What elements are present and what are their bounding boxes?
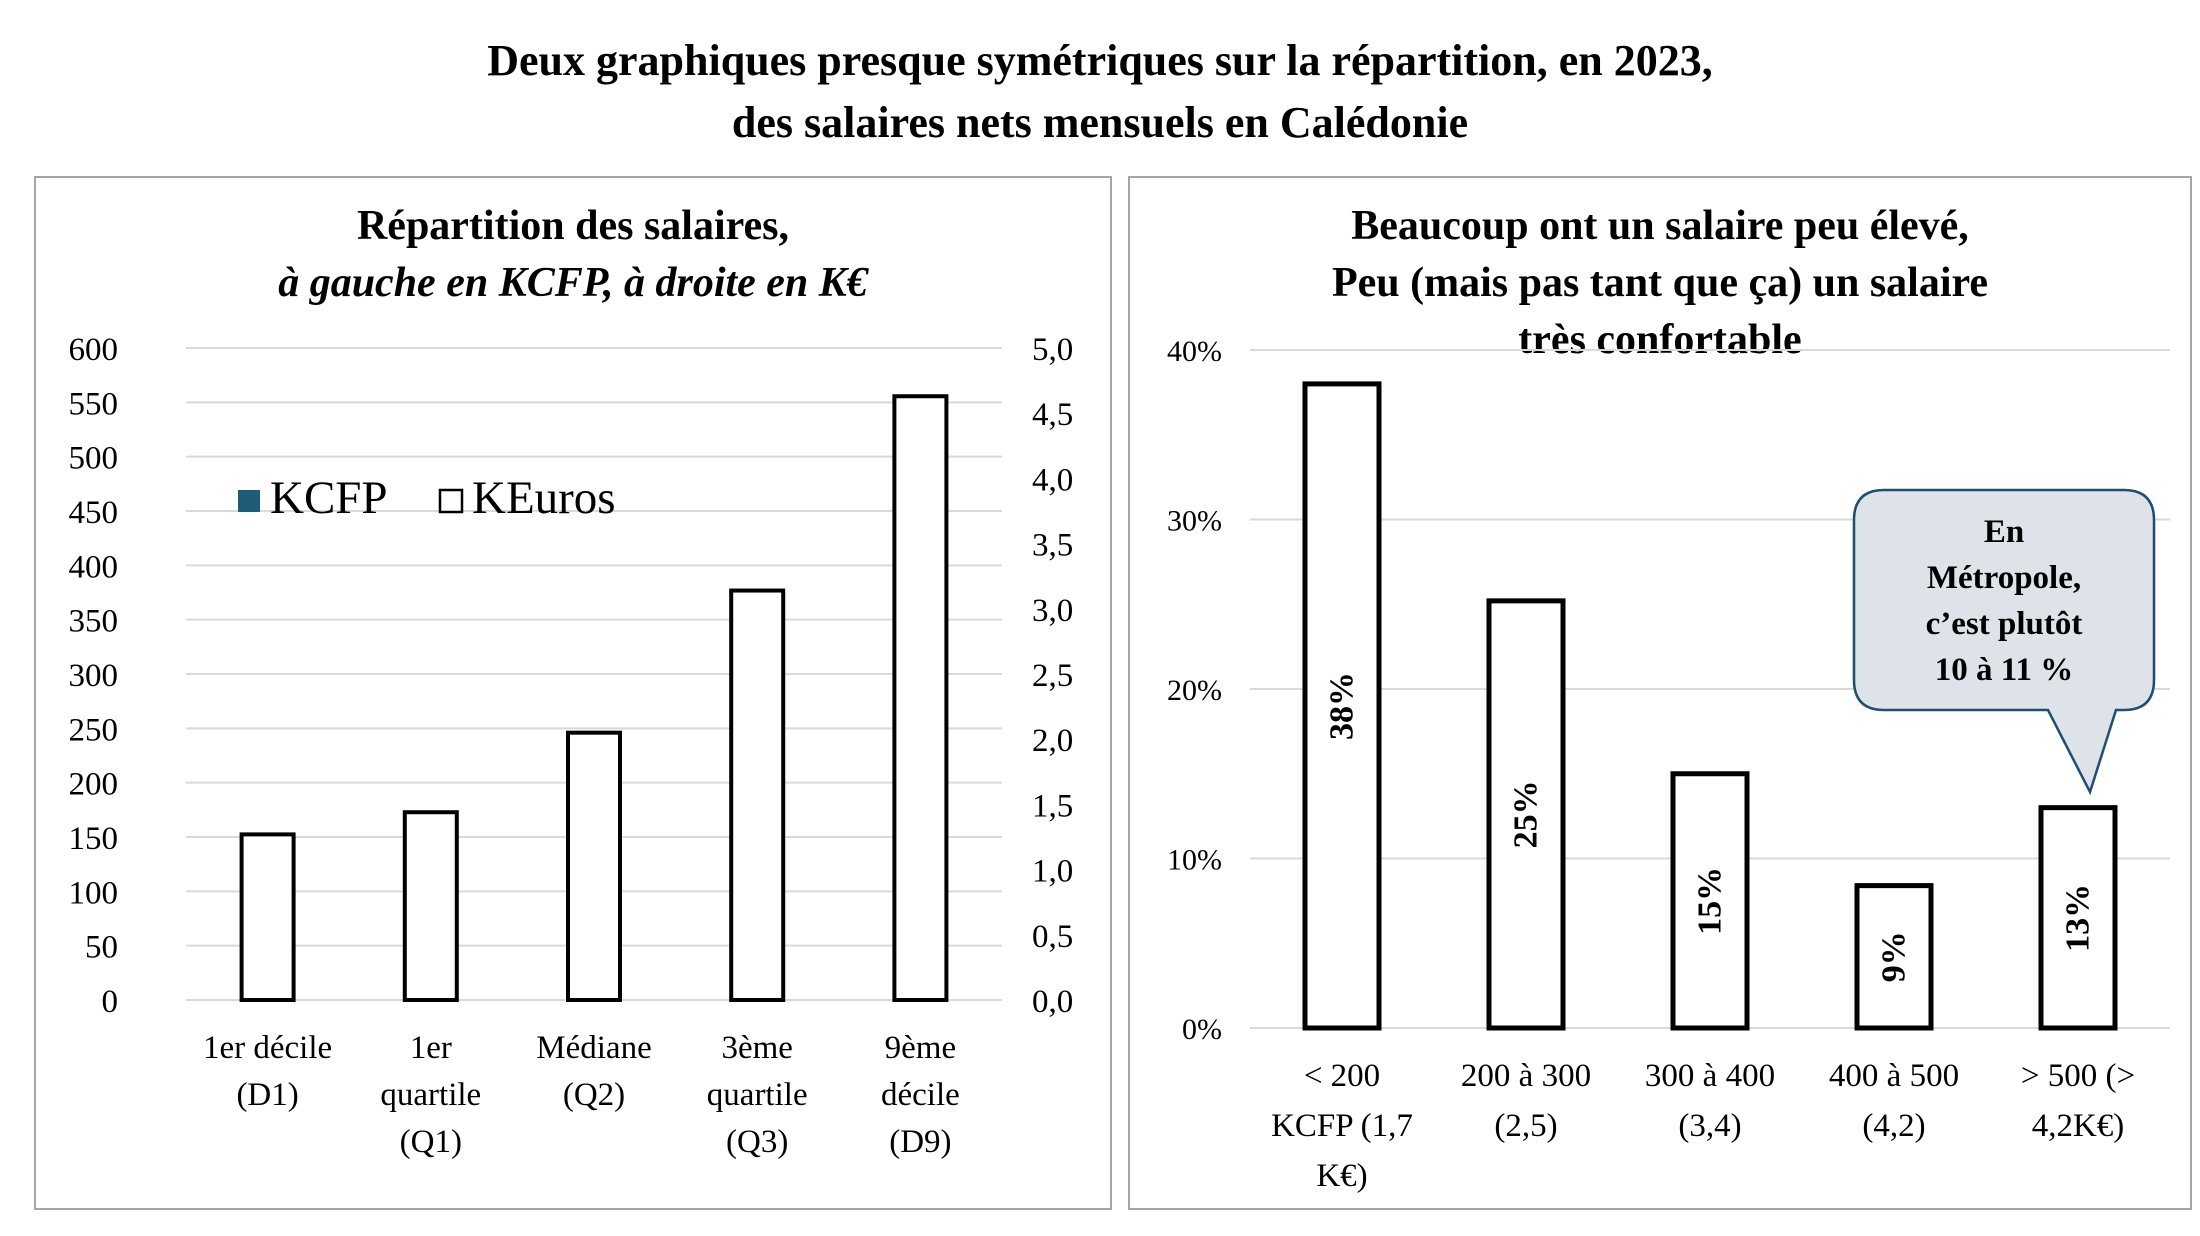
x-tick-label: 1er décile (D1) — [203, 1030, 333, 1113]
x-tick-label: Médiane (Q2) — [536, 1030, 652, 1113]
legend-swatch-keuros — [440, 490, 462, 512]
right-chart-title-line2: Peu (mais pas tant que ça) un salaire — [1331, 260, 1989, 306]
y-tick-label: 40% — [1167, 335, 1222, 368]
y-tick-label: 20% — [1167, 674, 1222, 707]
bar-value-label: 38% — [1323, 671, 1361, 740]
y-tick-label: 300 — [68, 658, 118, 694]
y-tick-label: 500 — [68, 440, 118, 477]
legend-label-keuros: KEuros — [472, 472, 616, 524]
right-chart-title-line3: très confortable — [1518, 317, 1802, 363]
callout-text-line: c’est plutôt — [1925, 606, 2083, 642]
x-tick-label: < 200 KCFP (1,7 K€) — [1271, 1058, 1413, 1194]
right-chart-plot — [1130, 178, 2190, 1208]
x-tick-label: > 500 (> 4,2K€) — [2020, 1058, 2136, 1144]
y-tick-label: 200 — [68, 766, 118, 803]
right-chart-panel — [1128, 176, 2192, 1210]
y-tick-label: 0% — [1182, 1013, 1222, 1046]
y2-tick-label: 1,5 — [1032, 788, 1074, 825]
legend-label-kcfp: KCFP — [270, 472, 388, 524]
x-tick-label: 1er quartile (Q1) — [380, 1030, 482, 1160]
bar-value-label: 15% — [1691, 866, 1729, 935]
y-tick-label: 30% — [1167, 504, 1222, 538]
x-tick-label: 400 à 500 (4,2) — [1828, 1058, 1960, 1144]
y-tick-label: 100 — [68, 875, 118, 912]
y-tick-label: 550 — [68, 386, 118, 423]
y-tick-label: 150 — [68, 821, 118, 857]
y2-tick-label: 1,0 — [1032, 853, 1074, 890]
y2-tick-label: 4,0 — [1032, 462, 1074, 499]
y-tick-label: 0 — [101, 984, 118, 1020]
y2-tick-label: 0,0 — [1032, 984, 1074, 1020]
y-tick-label: 600 — [68, 332, 118, 368]
y2-tick-label: 4,5 — [1032, 397, 1074, 434]
left-chart-plot — [36, 178, 1110, 1208]
main-title-line1: Deux graphiques presque symétriques sur la répartition, en 2023, — [487, 36, 1713, 85]
left-chart-title-line2: à gauche en KCFP, à droite en K€ — [278, 260, 868, 306]
y-tick-label: 450 — [68, 495, 118, 531]
left-chart-title-line1: Répartition des salaires, — [356, 203, 790, 249]
x-tick-label: 200 à 300 (2,5) — [1460, 1058, 1592, 1144]
bar-keuros — [405, 812, 457, 1000]
bar-value-label: 25% — [1507, 780, 1545, 849]
y2-tick-label: 0,5 — [1032, 918, 1074, 955]
y-tick-label: 10% — [1167, 843, 1222, 877]
y2-tick-label: 3,5 — [1032, 527, 1074, 564]
left-chart-panel — [34, 176, 1112, 1210]
callout-text-line: Métropole, — [1926, 560, 2082, 596]
y2-tick-label: 2,0 — [1032, 723, 1074, 760]
y2-tick-label: 2,5 — [1032, 658, 1074, 694]
callout-text-line: 10 à 11 % — [1934, 652, 2074, 688]
bar-keuros — [894, 396, 946, 1000]
y-tick-label: 350 — [68, 603, 118, 640]
bar-keuros — [731, 591, 783, 1000]
callout-text-line: En — [1983, 514, 2025, 550]
bar-value-label: 9% — [1875, 931, 1913, 983]
x-tick-label: 9ème décile (D9) — [881, 1030, 960, 1160]
legend-swatch-kcfp — [238, 490, 260, 512]
y-tick-label: 250 — [68, 712, 118, 749]
bar-keuros — [242, 834, 294, 1000]
main-title-line2: des salaires nets mensuels en Calédonie — [731, 98, 1469, 147]
main-title — [0, 30, 2200, 154]
bar-value-label: 13% — [2059, 883, 2097, 952]
x-tick-label: 3ème quartile (Q3) — [706, 1030, 808, 1160]
y-tick-label: 50 — [85, 929, 118, 966]
y2-tick-label: 5,0 — [1032, 332, 1074, 368]
y2-tick-label: 3,0 — [1032, 592, 1074, 629]
y-tick-label: 400 — [68, 549, 118, 586]
bar-keuros — [568, 733, 620, 1000]
right-chart-title-line1: Beaucoup ont un salaire peu élevé, — [1351, 203, 1969, 249]
x-tick-label: 300 à 400 (3,4) — [1644, 1058, 1776, 1144]
